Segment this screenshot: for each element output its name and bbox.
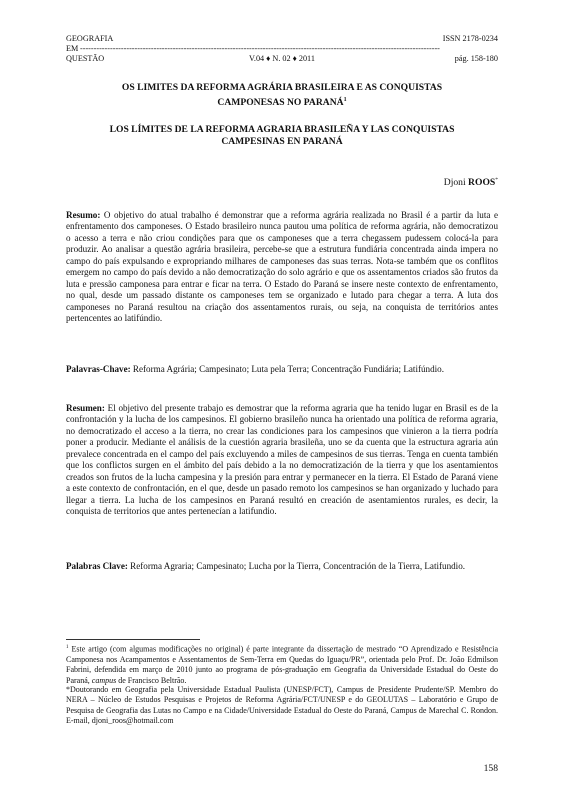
keywords-pt-label: Palavras-Chave:	[66, 364, 131, 374]
footnote-1-tail: de Francisco Beltrão.	[116, 675, 187, 685]
title-pt-line1: OS LIMITES DA REFORMA AGRÁRIA BRASILEIRA E AS CONQUISTAS	[121, 82, 443, 93]
footnote-separator	[66, 639, 200, 640]
title-footnote-ref: 1	[343, 97, 347, 103]
page-range: pág. 158-180	[454, 54, 498, 63]
running-header	[66, 34, 498, 64]
issn: ISSN 2178-0234	[442, 34, 498, 43]
keywords-es-label: Palabras Clave:	[66, 561, 128, 571]
keywords-spanish	[66, 561, 498, 572]
abstract-portuguese	[66, 210, 498, 325]
title-pt-line2: CAMPONESAS NO PARANÁ	[217, 97, 344, 109]
title-portuguese	[66, 82, 498, 109]
abstract-pt-text: O objetivo do atual trabalho é demonstrar que a reforma agrária realizada no Brasil é a partir da luta e enfrentamento dos camponeses. O Estado brasileiro nunca pautou uma política de reforma agrária, não democratizou o acesso a terra e não criou condições para que os camponeses que a terra chegassem pudessem colocá-la para produzir. Ao analisar a questão agrária brasileira, percebe-se que a estrutura fundiária concentrada ainda impera no campo do país expulsando e expropriando milhares de camponeses das suas terras. Nota-se também que os conflitos emergem no campo do país devido a não democratização do solo agrário e que os assentamentos criados são frutos da luta e pressão camponesa para entrar e ficar na terra. O Estado do Paraná se insere neste contexto de enfrentamento, no qual, desde um passado distante os camponeses tem se organizado e lutado para chegar a terra. A luta dos camponeses no Paraná resultou na criação dos assentamentos rurais, ou seja, na conquista de territórios antes pertencentes ao latifúndio.	[66, 210, 498, 324]
title-pt-line2-wrap	[66, 94, 498, 109]
footnote-author: *Doutorando em Geografia pela Universidade Estadual Paulista (UNESP/FCT), Campus de Presidente Prudente/SP. Membro do NERA – Núcleo de Estudos Pesquisas e Projetos de Reforma Agrária/FCT/UNESP e do GEOLUTAS – Laboratório e Grupo de Pesquisa de Geografia das Lutas no Campo e na Cidade/Universidade Estadual do Oeste do Paraná, Campus de Marechal C. Rondon. E-mail, djoni_roos@hotmail.com	[66, 685, 498, 726]
journal-name-line1: GEOGRAFIA	[66, 34, 114, 43]
title-es-line1: LOS LÍMITES DE LA REFORMA AGRARIA BRASILEÑA Y LAS CONQUISTAS	[109, 124, 455, 135]
title-spanish	[66, 124, 498, 148]
volume-info: V.04 ♦ N. 02 ♦ 2011	[249, 54, 315, 63]
abstract-es-text: El objetivo del presente trabajo es demostrar que la reforma agraria que ha tenido lugar en Brasil es de la confrontación y la lucha de los campesinos. El gobierno brasileño nunca ha orientado una política de reforma agraria, no democratizado el acceso a la tierra, no crear las condiciones para los campesinos que vinieron a la tierra podría poner a producir. Mediante el análisis de la cuestión agraria brasileña, uno se da cuenta que la estructura agraria aún prevalece concentrada en el campo del país excluyendo a miles de campesinos de sus tierras. Tenga en cuenta también que los conflictos surgen en el ámbito del país debido a la no democratización de la tierra y que los asentamientos creados son frutos de la lucha campesina y la presión para entrar y permanecer en la tierra. El Estado de Paraná viene a este contexto de confrontación, en el que, desde un pasado remoto los campesinos se han organizado y luchado para llegar a tierra. La lucha de los campesinos en Paraná resultó en creación de asentamientos rurales, es decir, la conquista de territorios que antes pertenecían a latifundio.	[66, 403, 498, 517]
header-dash-line: ------------------------------------------------------------------------------------------------------------------------------------	[80, 44, 440, 53]
abstract-es-label: Resumen:	[66, 403, 105, 413]
footnote-1-mark: 1	[66, 645, 69, 650]
author-byline	[444, 177, 498, 188]
abstract-pt-label: Resumo:	[66, 210, 101, 220]
author-footnote-mark: *	[495, 177, 498, 183]
keywords-pt-text: Reforma Agrária; Campesinato; Luta pela Terra; Concentração Fundiária; Latifúndio.	[130, 364, 444, 374]
footnote-1	[66, 643, 498, 686]
keywords-es-text: Reforma Agraria; Campesinato; Lucha por la Tierra, Concentración de la Tierra, Latifundio.	[127, 561, 466, 571]
footnote-1-text: Este artigo (com algumas modificações no original) é parte integrante da dissertação de mestrado “O Aprendizado e Resistência Camponesa nos Acampamentos e Assentamentos de Sem-Terra em Quedas do Iguaçu/PR”, orientada pelo Prof. Dr. João Edmilson Fabrini, defendida em março de 2010 junto ao programa de pós-graduação em Geografia da Universidade Estadual do Oeste do Paraná,	[66, 644, 498, 685]
keywords-portuguese	[66, 364, 498, 375]
author-given-name: Djoni	[443, 177, 466, 189]
author-surname: ROOS	[468, 177, 496, 189]
footnote-1-italic: campus	[91, 675, 117, 685]
title-es-line2: CAMPESINAS EN PARANÁ	[221, 136, 343, 147]
abstract-spanish	[66, 403, 498, 518]
page-number: 158	[483, 763, 498, 774]
journal-name-line3: QUESTÃO	[66, 54, 105, 63]
journal-name-line2: EM	[66, 44, 79, 53]
